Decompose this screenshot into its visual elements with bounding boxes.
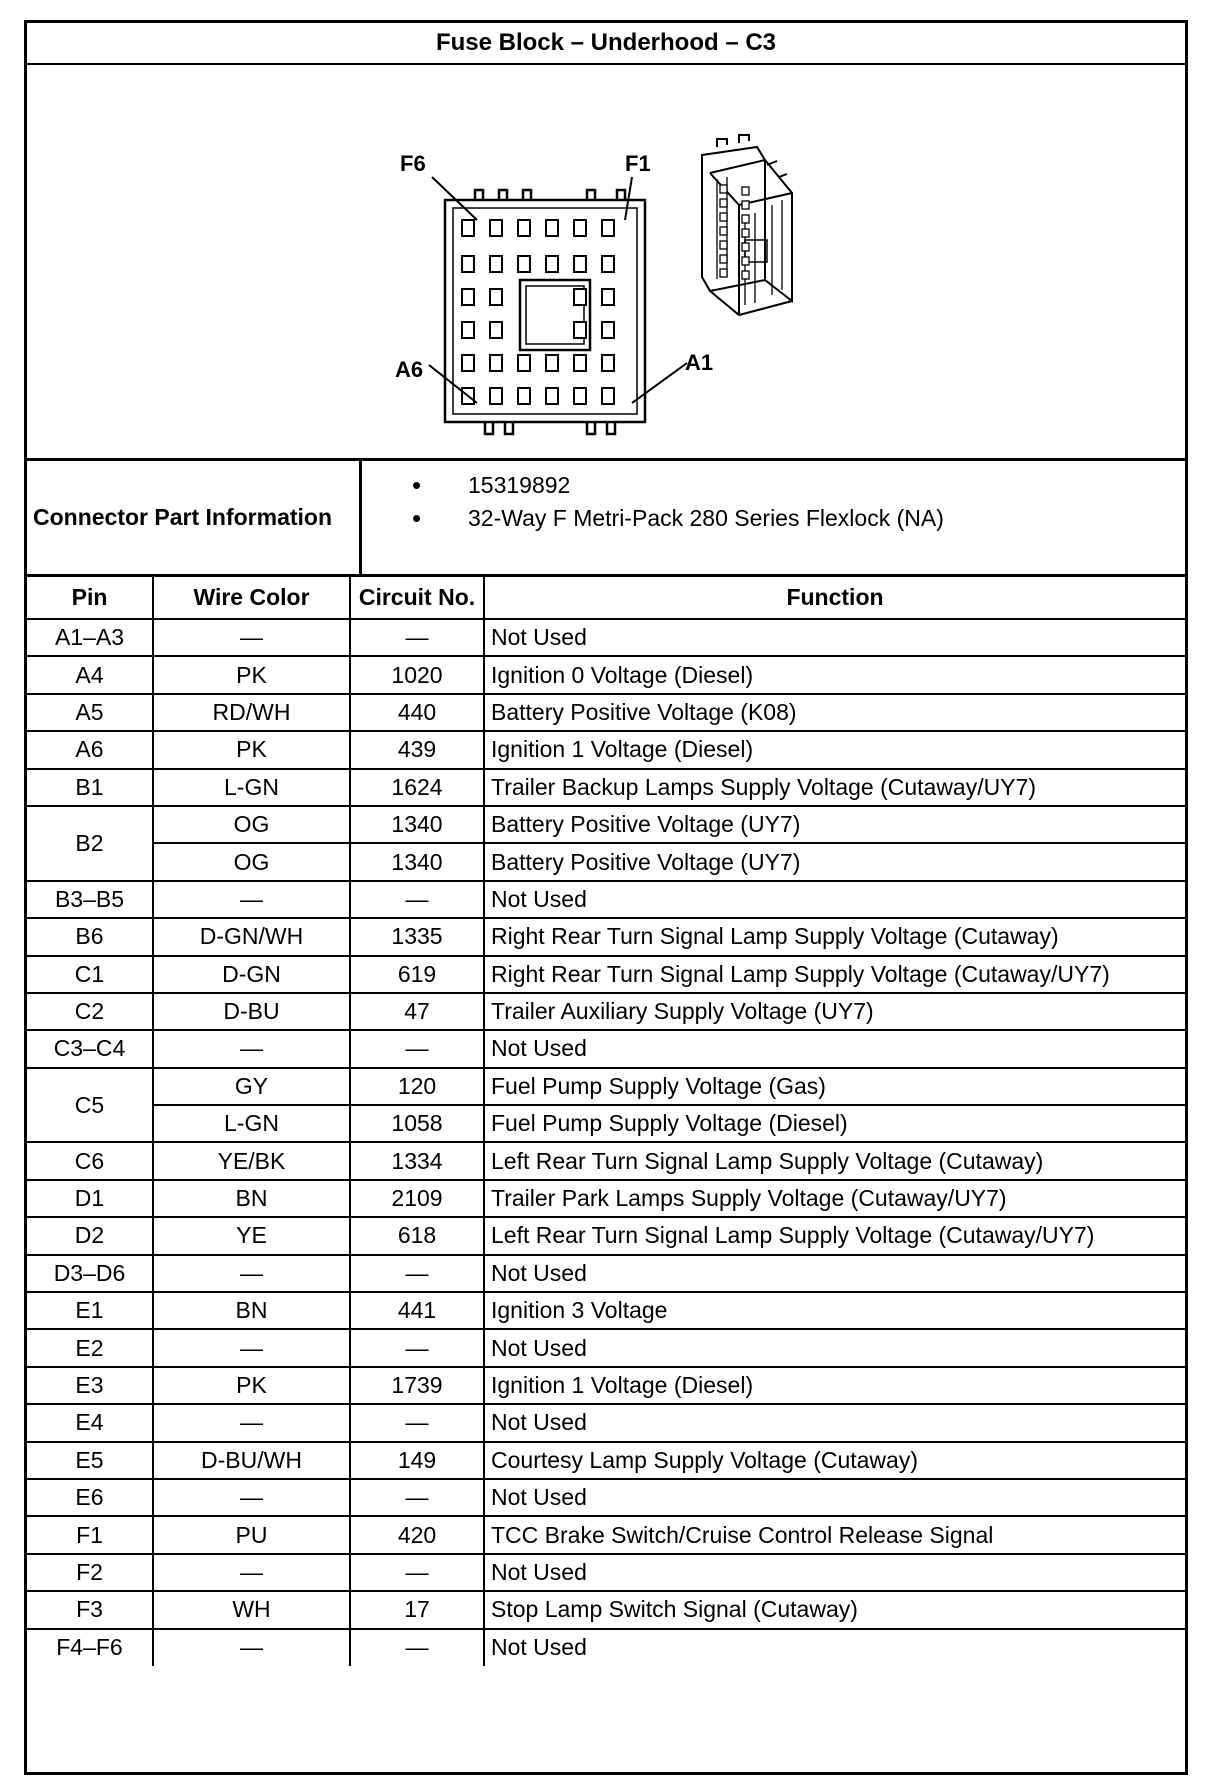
circuit-cell: 420 xyxy=(350,1516,484,1553)
label-f6: F6 xyxy=(400,151,426,176)
pin-cell: A1–A3 xyxy=(27,619,153,656)
part-number: • 15319892 xyxy=(412,469,944,502)
table-row xyxy=(27,1479,1185,1516)
function-cell: Courtesy Lamp Supply Voltage (Cutaway) xyxy=(484,1442,1185,1479)
table-row xyxy=(27,731,1185,768)
wire-color-cell: — xyxy=(153,1479,350,1516)
pin-cell: C1 xyxy=(27,956,153,993)
pin-cell: B2 xyxy=(27,806,153,881)
label-a6: A6 xyxy=(395,357,424,382)
function-cell: Battery Positive Voltage (K08) xyxy=(484,694,1185,731)
pin-cell: F1 xyxy=(27,1516,153,1553)
pin-cell: D3–D6 xyxy=(27,1255,153,1292)
function-cell: Right Rear Turn Signal Lamp Supply Voltage (Cutaway) xyxy=(484,918,1185,955)
table-row xyxy=(27,1442,1185,1479)
table-row xyxy=(27,694,1185,731)
terminal-cavity xyxy=(602,388,614,404)
terminal-cavity xyxy=(490,322,502,338)
function-cell: Trailer Backup Lamps Supply Voltage (Cutaway/UY7) xyxy=(484,769,1185,806)
function-cell: Not Used xyxy=(484,1329,1185,1366)
table-header-row xyxy=(27,577,1185,619)
connector-part-information xyxy=(27,461,1185,577)
circuit-cell: 1739 xyxy=(350,1367,484,1404)
terminal-cavity xyxy=(602,322,614,338)
circuit-cell: — xyxy=(350,1554,484,1591)
table-row xyxy=(27,1516,1185,1553)
iso-cavity xyxy=(720,255,727,263)
iso-cavity xyxy=(720,199,727,207)
table-row xyxy=(27,956,1185,993)
iso-cavity xyxy=(742,187,749,195)
function-cell: Ignition 0 Voltage (Diesel) xyxy=(484,656,1185,693)
terminal-cavity xyxy=(490,355,502,371)
pinout-table xyxy=(27,577,1185,1666)
pin-cell: A5 xyxy=(27,694,153,731)
pin-cell: D1 xyxy=(27,1180,153,1217)
iso-cavity xyxy=(742,257,749,265)
header-function: Function xyxy=(484,577,1185,619)
wire-color-cell: WH xyxy=(153,1591,350,1628)
wire-color-cell: L-GN xyxy=(153,1105,350,1142)
function-cell: Right Rear Turn Signal Lamp Supply Voltage (Cutaway/UY7) xyxy=(484,956,1185,993)
table-row xyxy=(27,1629,1185,1666)
wire-color-cell: BN xyxy=(153,1180,350,1217)
circuit-cell: — xyxy=(350,1629,484,1666)
circuit-cell: 1624 xyxy=(350,769,484,806)
circuit-cell: 120 xyxy=(350,1068,484,1105)
terminal-cavity xyxy=(490,388,502,404)
terminal-cavity xyxy=(546,355,558,371)
header-pin: Pin xyxy=(27,577,153,619)
function-cell: TCC Brake Switch/Cruise Control Release Signal xyxy=(484,1516,1185,1553)
connector-diagram xyxy=(27,65,1185,461)
terminal-cavity xyxy=(574,289,586,305)
circuit-cell: 619 xyxy=(350,956,484,993)
wire-color-cell: OG xyxy=(153,843,350,880)
terminal-cavity xyxy=(462,220,474,236)
header-wire-color: Wire Color xyxy=(153,577,350,619)
iso-cavity xyxy=(720,213,727,221)
terminal-cavity xyxy=(602,256,614,272)
wire-color-cell: L-GN xyxy=(153,769,350,806)
pin-cell: E5 xyxy=(27,1442,153,1479)
wire-color-cell: D-BU/WH xyxy=(153,1442,350,1479)
pin-cell: C2 xyxy=(27,993,153,1030)
pin-cell: B1 xyxy=(27,769,153,806)
function-cell: Not Used xyxy=(484,1255,1185,1292)
terminal-cavity xyxy=(518,355,530,371)
circuit-cell: 47 xyxy=(350,993,484,1030)
wire-color-cell: PK xyxy=(153,656,350,693)
table-row xyxy=(27,1255,1185,1292)
function-cell: Not Used xyxy=(484,1030,1185,1067)
connector-sheet xyxy=(24,20,1188,1775)
function-cell: Not Used xyxy=(484,1554,1185,1591)
terminal-cavity xyxy=(490,220,502,236)
terminal-cavity xyxy=(518,388,530,404)
table-row xyxy=(27,1404,1185,1441)
iso-cavity xyxy=(742,201,749,209)
circuit-cell: 440 xyxy=(350,694,484,731)
circuit-cell: 2109 xyxy=(350,1180,484,1217)
function-cell: Trailer Park Lamps Supply Voltage (Cutaway/UY7) xyxy=(484,1180,1185,1217)
wire-color-cell: YE/BK xyxy=(153,1142,350,1179)
function-cell: Battery Positive Voltage (UY7) xyxy=(484,843,1185,880)
wire-color-cell: — xyxy=(153,619,350,656)
table-row xyxy=(27,993,1185,1030)
function-cell: Ignition 1 Voltage (Diesel) xyxy=(484,731,1185,768)
terminal-cavity xyxy=(546,220,558,236)
table-row xyxy=(27,806,1185,843)
table-row xyxy=(27,1329,1185,1366)
circuit-cell: 1335 xyxy=(350,918,484,955)
circuit-cell: 1020 xyxy=(350,656,484,693)
circuit-cell: 1058 xyxy=(350,1105,484,1142)
connector-info-label: Connector Part Information xyxy=(27,461,362,574)
iso-cavity xyxy=(742,271,749,279)
table-row xyxy=(27,1105,1185,1142)
wire-color-cell: PU xyxy=(153,1516,350,1553)
wire-color-cell: YE xyxy=(153,1217,350,1254)
function-cell: Left Rear Turn Signal Lamp Supply Voltage (Cutaway/UY7) xyxy=(484,1217,1185,1254)
iso-cavity xyxy=(720,241,727,249)
pin-cell: C6 xyxy=(27,1142,153,1179)
table-row xyxy=(27,1292,1185,1329)
table-row xyxy=(27,1030,1185,1067)
iso-cavity xyxy=(720,185,727,193)
terminal-cavity xyxy=(574,256,586,272)
table-row xyxy=(27,1068,1185,1105)
pin-cell: A4 xyxy=(27,656,153,693)
wire-color-cell: — xyxy=(153,1329,350,1366)
terminal-cavity xyxy=(574,388,586,404)
pin-cell: E1 xyxy=(27,1292,153,1329)
terminal-cavity xyxy=(574,355,586,371)
terminal-cavity xyxy=(602,355,614,371)
function-cell: Fuel Pump Supply Voltage (Gas) xyxy=(484,1068,1185,1105)
connector-isometric-view xyxy=(702,135,792,315)
label-a1: A1 xyxy=(685,350,714,375)
table-row xyxy=(27,1367,1185,1404)
terminal-cavity xyxy=(574,322,586,338)
terminal-cavity xyxy=(546,256,558,272)
terminal-cavity xyxy=(462,355,474,371)
wire-color-cell: — xyxy=(153,1030,350,1067)
pin-cell: C3–C4 xyxy=(27,1030,153,1067)
circuit-cell: 1340 xyxy=(350,806,484,843)
pin-cell: A6 xyxy=(27,731,153,768)
terminal-cavity xyxy=(546,388,558,404)
table-row xyxy=(27,1142,1185,1179)
pin-cell: E2 xyxy=(27,1329,153,1366)
connector-info-list xyxy=(362,461,944,574)
circuit-cell: 618 xyxy=(350,1217,484,1254)
page-title: Fuse Block – Underhood – C3 xyxy=(27,23,1185,65)
wire-color-cell: GY xyxy=(153,1068,350,1105)
pin-cell: D2 xyxy=(27,1217,153,1254)
circuit-cell: 439 xyxy=(350,731,484,768)
pin-cell: F3 xyxy=(27,1591,153,1628)
iso-cavity xyxy=(720,269,727,277)
circuit-cell: 1334 xyxy=(350,1142,484,1179)
function-cell: Fuel Pump Supply Voltage (Diesel) xyxy=(484,1105,1185,1142)
function-cell: Not Used xyxy=(484,881,1185,918)
terminal-cavity xyxy=(518,256,530,272)
function-cell: Ignition 3 Voltage xyxy=(484,1292,1185,1329)
terminal-cavity xyxy=(490,256,502,272)
table-row xyxy=(27,918,1185,955)
wire-color-cell: PK xyxy=(153,731,350,768)
table-row xyxy=(27,1591,1185,1628)
wire-color-cell: BN xyxy=(153,1292,350,1329)
pin-cell: E3 xyxy=(27,1367,153,1404)
wire-color-cell: RD/WH xyxy=(153,694,350,731)
function-cell: Not Used xyxy=(484,1404,1185,1441)
function-cell: Not Used xyxy=(484,1479,1185,1516)
iso-cavity xyxy=(742,243,749,251)
iso-cavity xyxy=(742,229,749,237)
wire-color-cell: — xyxy=(153,881,350,918)
pin-cell: E4 xyxy=(27,1404,153,1441)
pin-cell: F2 xyxy=(27,1554,153,1591)
wire-color-cell: — xyxy=(153,1554,350,1591)
wire-color-cell: — xyxy=(153,1255,350,1292)
circuit-cell: — xyxy=(350,1479,484,1516)
terminal-cavity xyxy=(518,220,530,236)
terminal-cavity xyxy=(602,220,614,236)
function-cell: Not Used xyxy=(484,1629,1185,1666)
circuit-cell: — xyxy=(350,1255,484,1292)
circuit-cell: — xyxy=(350,881,484,918)
terminal-cavity xyxy=(462,322,474,338)
terminal-cavity xyxy=(462,289,474,305)
terminal-cavity xyxy=(602,289,614,305)
table-row xyxy=(27,769,1185,806)
wire-color-cell: D-GN xyxy=(153,956,350,993)
label-f1: F1 xyxy=(625,151,651,176)
pin-cell: B6 xyxy=(27,918,153,955)
wire-color-cell: — xyxy=(153,1629,350,1666)
circuit-cell: — xyxy=(350,1329,484,1366)
connector-description: • 32-Way F Metri-Pack 280 Series Flexlock (NA) xyxy=(412,502,944,535)
circuit-cell: 1340 xyxy=(350,843,484,880)
terminal-cavity xyxy=(462,256,474,272)
table-row xyxy=(27,619,1185,656)
terminal-cavity xyxy=(490,289,502,305)
table-row xyxy=(27,656,1185,693)
function-cell: Left Rear Turn Signal Lamp Supply Voltage (Cutaway) xyxy=(484,1142,1185,1179)
pin-cell: F4–F6 xyxy=(27,1629,153,1666)
function-cell: Not Used xyxy=(484,619,1185,656)
iso-cavity xyxy=(742,215,749,223)
wire-color-cell: PK xyxy=(153,1367,350,1404)
function-cell: Ignition 1 Voltage (Diesel) xyxy=(484,1367,1185,1404)
wire-color-cell: D-BU xyxy=(153,993,350,1030)
pin-cell: C5 xyxy=(27,1068,153,1143)
table-row xyxy=(27,1554,1185,1591)
wire-color-cell: D-GN/WH xyxy=(153,918,350,955)
function-cell: Battery Positive Voltage (UY7) xyxy=(484,806,1185,843)
table-row xyxy=(27,1217,1185,1254)
connector-face-drawing xyxy=(27,65,1185,458)
circuit-cell: — xyxy=(350,1404,484,1441)
wire-color-cell: — xyxy=(153,1404,350,1441)
table-row xyxy=(27,843,1185,880)
function-cell: Trailer Auxiliary Supply Voltage (UY7) xyxy=(484,993,1185,1030)
table-row xyxy=(27,1180,1185,1217)
table-row xyxy=(27,881,1185,918)
function-cell: Stop Lamp Switch Signal (Cutaway) xyxy=(484,1591,1185,1628)
circuit-cell: 17 xyxy=(350,1591,484,1628)
circuit-cell: 441 xyxy=(350,1292,484,1329)
iso-cavity xyxy=(720,227,727,235)
circuit-cell: 149 xyxy=(350,1442,484,1479)
pin-cell: B3–B5 xyxy=(27,881,153,918)
header-circuit: Circuit No. xyxy=(350,577,484,619)
wire-color-cell: OG xyxy=(153,806,350,843)
circuit-cell: — xyxy=(350,619,484,656)
circuit-cell: — xyxy=(350,1030,484,1067)
pin-cell: E6 xyxy=(27,1479,153,1516)
terminal-cavity xyxy=(574,220,586,236)
